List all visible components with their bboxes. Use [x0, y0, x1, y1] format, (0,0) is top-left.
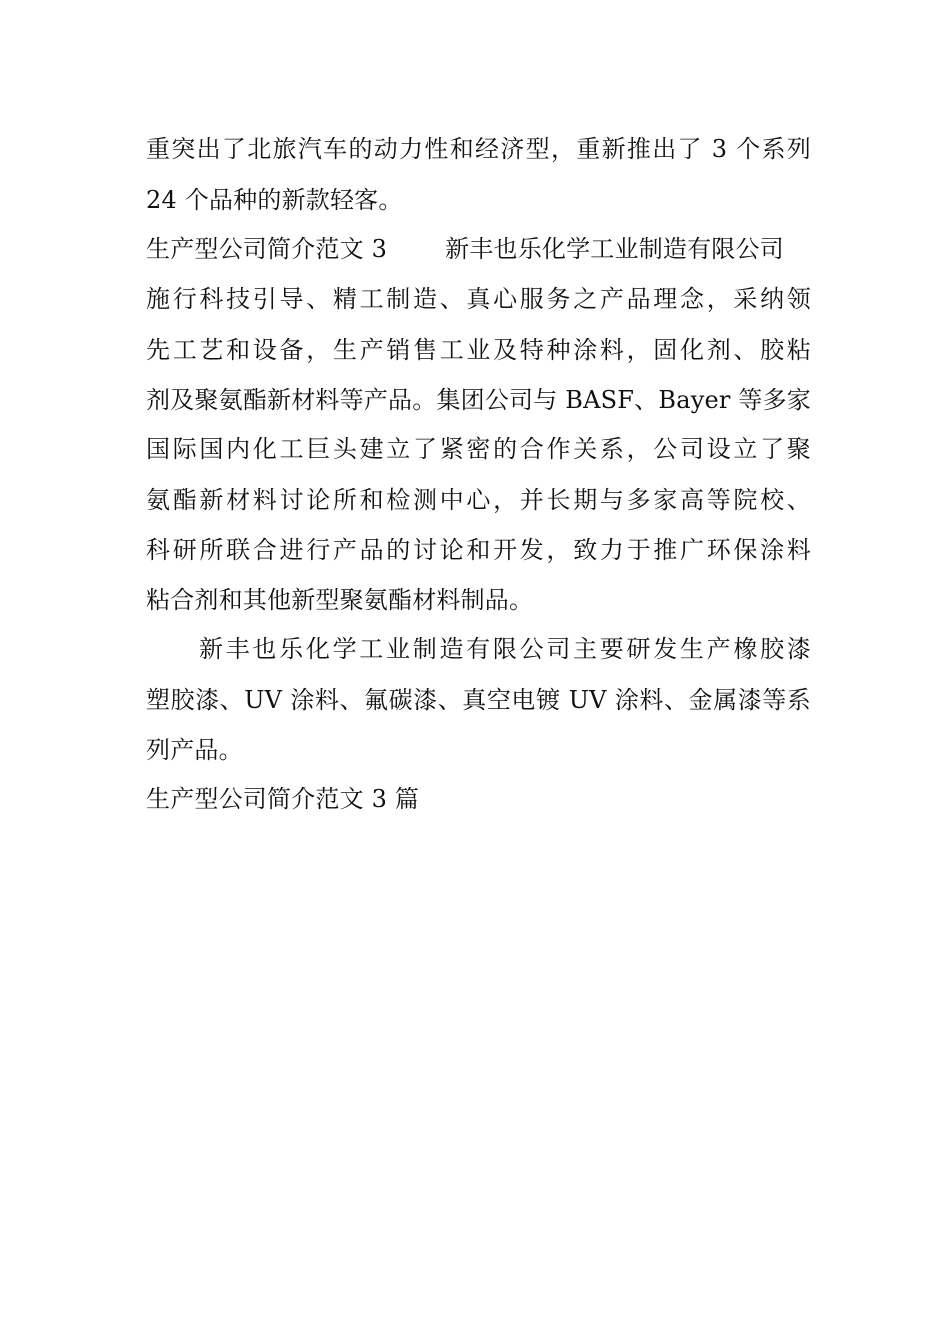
section-opening-text: 新丰也乐化学工业制造有限公司: [445, 235, 784, 263]
indented-paragraph-line: [199, 629, 811, 669]
text-line: 24 个品种的新款轻客。: [146, 186, 403, 214]
text-line: 施行科技引导、精工制造、真心服务之产品理念，采纳领: [146, 285, 811, 313]
paragraph-line: [146, 129, 811, 169]
paragraph-line: [146, 429, 811, 469]
paragraph-line: [146, 530, 811, 570]
paragraph-line: [146, 380, 811, 420]
footer-title: 生产型公司简介范文 3 篇: [146, 785, 420, 813]
text-line: 塑胶漆、UV 涂料、氟碳漆、真空电镀 UV 涂料、金属漆等系: [146, 686, 811, 714]
paragraph-line: [146, 279, 811, 319]
paragraph-line: [146, 680, 811, 720]
text-line: 先工艺和设备，生产销售工业及特种涂料，固化剂、胶粘: [146, 336, 811, 364]
paragraph-line: [146, 580, 811, 620]
text-line: 列产品。: [146, 736, 243, 764]
text-line: 科研所联合进行产品的讨论和开发，致力于推广环保涂料: [146, 536, 811, 564]
text-line: 氨酯新材料讨论所和检测中心，并长期与多家高等院校、: [146, 486, 811, 514]
text-line: 粘合剂和其他新型聚氨酯材料制品。: [146, 586, 534, 614]
text-line: 重突出了北旅汽车的动力性和经济型，重新推出了 3 个系列: [146, 135, 811, 163]
footer-title-line: [146, 779, 811, 819]
paragraph-line: [146, 180, 811, 220]
text-line: 新丰也乐化学工业制造有限公司主要研发生产橡胶漆: [199, 635, 811, 663]
section-heading-line: [146, 229, 811, 269]
text-line: 剂及聚氨酯新材料等产品。集团公司与 BASF、Bayer 等多家: [146, 386, 811, 414]
paragraph-line: [146, 480, 811, 520]
text-line: 国际国内化工巨头建立了紧密的合作关系，公司设立了聚: [146, 435, 811, 463]
paragraph-line: [146, 730, 811, 770]
section-heading: 生产型公司简介范文 3: [146, 235, 388, 263]
paragraph-line: [146, 330, 811, 370]
